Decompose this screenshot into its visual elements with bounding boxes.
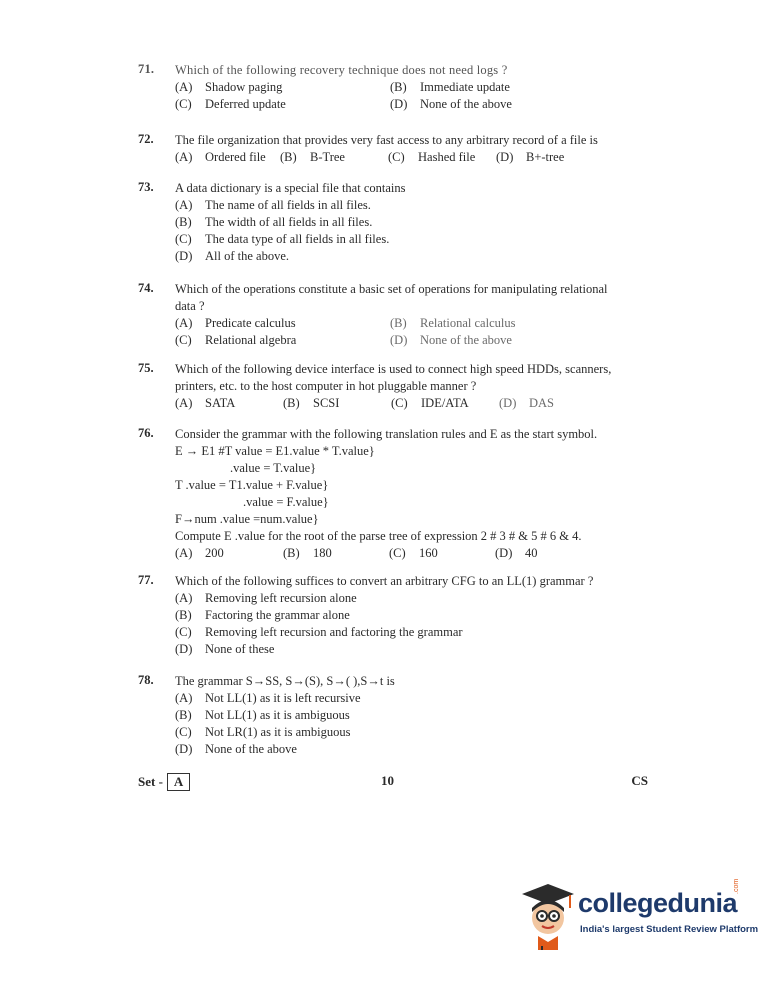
question-text: A data dictionary is a special file that contains xyxy=(175,181,406,195)
option-row xyxy=(175,96,658,113)
option-c: (C) Hashed file xyxy=(388,150,476,164)
question-number: 77. xyxy=(138,573,154,587)
question-text: The file organization that provides very fast access to any arbitrary record of a file is xyxy=(175,133,598,147)
question-text-line-2: printers, etc. to the host computer in hot pluggable manner ? xyxy=(175,379,477,393)
option-d: (D) B+-tree xyxy=(496,150,565,164)
set-indicator xyxy=(138,773,190,791)
question-74 xyxy=(138,281,658,349)
option-d: (D) None of these xyxy=(175,642,275,656)
option-b: (B) SCSI xyxy=(283,396,340,410)
question-text-line-1: Which of the operations constitute a basic set of operations for manipulating relational xyxy=(175,282,608,296)
option-row xyxy=(175,332,658,349)
question-text: Consider the grammar with the following translation rules and E as the start symbol. xyxy=(175,427,598,441)
question-76 xyxy=(138,426,658,562)
brand-tagline: India's largest Student Review Platform xyxy=(580,924,759,935)
compute-text: Compute E .value for the root of the parse tree of expression 2 # 3 # & 5 # 6 & 4. xyxy=(175,529,582,543)
option-row xyxy=(175,315,658,332)
option-c: (C) 160 xyxy=(389,546,438,560)
option-a: (A) Ordered file xyxy=(175,150,266,164)
question-text: The grammar S→SS, S→(S), S→( ),S→t is xyxy=(175,674,395,688)
question-text: Which of the following recovery technique does not need logs ? xyxy=(175,63,508,77)
option-d: (D) None of the above xyxy=(175,742,297,756)
subject-code: CS xyxy=(631,773,648,788)
question-71 xyxy=(138,62,658,113)
option-a: (A) Predicate calculus xyxy=(175,316,296,330)
option-a: (A) The name of all fields in all files. xyxy=(175,198,371,212)
question-77 xyxy=(138,573,658,658)
question-text-line-1: Which of the following device interface is used to connect high speed HDDs, scanners, xyxy=(175,362,612,376)
set-box: A xyxy=(167,773,190,791)
option-d: (D) 40 xyxy=(495,546,538,560)
option-a: (A) Shadow paging xyxy=(175,80,283,94)
question-text: Which of the following suffices to convert an arbitrary CFG to an LL(1) grammar ? xyxy=(175,574,594,588)
question-text-line-2: data ? xyxy=(175,299,205,313)
option-c: (C) IDE/ATA xyxy=(391,396,469,410)
option-c: (C) Removing left recursion and factoring the grammar xyxy=(175,625,463,639)
question-number: 78. xyxy=(138,673,154,687)
option-b: (B) 180 xyxy=(283,546,332,560)
option-a: (A) Removing left recursion alone xyxy=(175,591,357,605)
grammar-rule-2: .value = T.value} xyxy=(230,461,317,475)
option-row xyxy=(175,79,658,96)
question-75 xyxy=(138,361,658,412)
question-number: 76. xyxy=(138,426,154,440)
page-number: 10 xyxy=(381,773,394,788)
set-label: Set - xyxy=(138,774,163,789)
option-c: (C) The data type of all fields in all files. xyxy=(175,232,390,246)
question-number: 71. xyxy=(138,62,155,76)
question-78 xyxy=(138,673,658,758)
option-c: (C) Relational algebra xyxy=(175,333,297,347)
option-b: (B) Not LL(1) as it is ambiguous xyxy=(175,708,350,722)
option-d: (D) None of the above xyxy=(390,333,512,347)
question-number: 75. xyxy=(138,361,154,375)
page-footer xyxy=(138,773,648,793)
option-row xyxy=(175,545,658,562)
option-d: (D) All of the above. xyxy=(175,249,290,263)
option-row xyxy=(175,395,658,412)
option-c: (C) Deferred update xyxy=(175,97,286,111)
option-d: (D) None of the above xyxy=(390,97,512,111)
option-b: (B) The width of all fields in all files. xyxy=(175,215,373,229)
question-73 xyxy=(138,180,658,265)
question-72 xyxy=(138,132,658,166)
mascot-icon xyxy=(518,880,578,952)
question-number: 73. xyxy=(138,180,154,194)
brand-com: .com xyxy=(733,878,740,894)
option-a: (A) Not LL(1) as it is left recursive xyxy=(175,691,361,705)
option-b: (B) Factoring the grammar alone xyxy=(175,608,350,622)
brand-name: collegedunia xyxy=(578,888,738,918)
option-b: (B) Relational calculus xyxy=(390,316,516,330)
grammar-rule-4: .value = F.value} xyxy=(243,495,329,509)
grammar-rule-1: E → E1 #T value = E1.value * T.value} xyxy=(175,444,375,458)
grammar-rule-5: F→num .value =num.value} xyxy=(175,512,319,526)
option-a: (A) 200 xyxy=(175,546,224,560)
grammar-rule-3: T .value = T1.value + F.value} xyxy=(175,478,329,492)
question-number: 74. xyxy=(138,281,154,295)
question-number: 72. xyxy=(138,132,154,146)
option-b: (B) B-Tree xyxy=(280,150,345,164)
option-b: (B) Immediate update xyxy=(390,80,510,94)
option-d: (D) DAS xyxy=(499,396,555,410)
option-a: (A) SATA xyxy=(175,396,236,410)
option-c: (C) Not LR(1) as it is ambiguous xyxy=(175,725,351,739)
option-row xyxy=(175,149,658,166)
collegedunia-logo xyxy=(518,878,759,950)
